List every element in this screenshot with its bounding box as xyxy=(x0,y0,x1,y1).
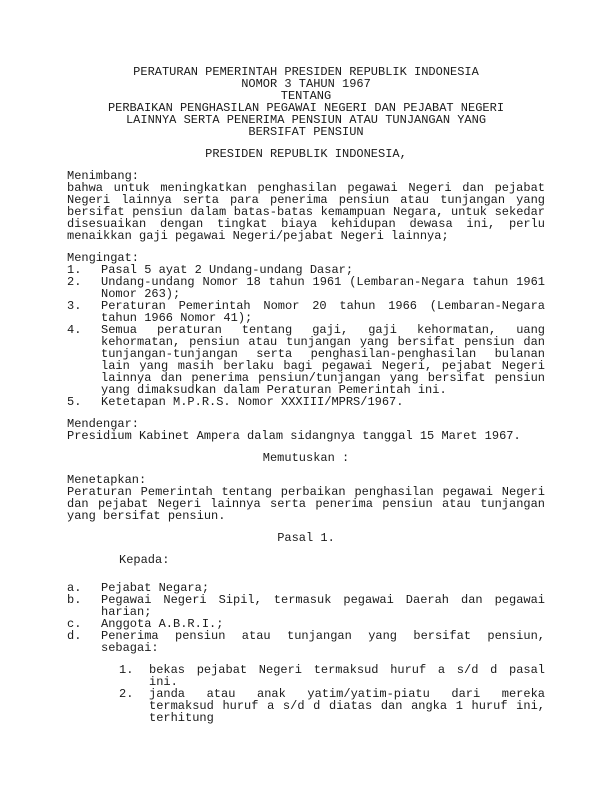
document-header xyxy=(67,66,545,160)
list-item-number: 1. xyxy=(67,263,82,277)
list-item-number: 4. xyxy=(67,323,82,337)
mendengar-label: Mendengar: xyxy=(67,417,140,431)
memutuskan-heading: Memutuskan : xyxy=(262,451,350,465)
list-item-text: Semua peraturan tentang gaji, gaji kehormatan, uang kehormatan, pensiun atau tunjangan yang bersifat pensiun dan tunjangan-tunjangan serta penghasilan-penghasilan bulanan lain yang masih berlaku bagi pegawai Negeri, pejabat Negeri lainnya dan penerima pensiun/tunjangan yang bersifat pensiun yang dimaksudkan dalam Peraturan Pemerintah ini. xyxy=(101,323,545,397)
list-item-text: Undang-undang Nomor 18 tahun 1961 (Lembaran-Negara tahun 1961 Nomor 263); xyxy=(101,275,545,301)
sublist-item xyxy=(119,664,545,688)
issuer-line: PRESIDEN REPUBLIK INDONESIA, xyxy=(205,147,407,161)
list-item xyxy=(67,396,545,408)
section-mengingat xyxy=(67,252,545,408)
list-item xyxy=(67,630,545,654)
list-item-number: 5. xyxy=(67,395,82,409)
pasal-1-heading: Pasal 1. xyxy=(277,531,335,545)
section-menetapkan xyxy=(67,474,545,522)
doc-title-line-2: NOMOR 3 TAHUN 1967 xyxy=(241,77,371,91)
pasal-1-sublist xyxy=(119,664,545,724)
sublist-item-number: 2. xyxy=(119,687,134,701)
menimbang-label: Menimbang: xyxy=(67,169,140,183)
list-item-letter: a. xyxy=(67,581,82,595)
list-item-text: Pegawai Negeri Sipil, termasuk pegawai Daerah dan pegawai harian; xyxy=(101,593,545,619)
list-item-letter: b. xyxy=(67,593,82,607)
doc-title-line-5: LAINNYA SERTA PENERIMA PENSIUN ATAU TUNJANGAN YANG xyxy=(125,113,487,127)
doc-title-line-3: TENTANG xyxy=(280,89,332,103)
mendengar-body: Presidium Kabinet Ampera dalam sidangnya tanggal 15 Maret 1967. xyxy=(67,429,521,443)
list-item xyxy=(67,300,545,324)
mengingat-label: Mengingat: xyxy=(67,251,140,265)
pasal-1-intro: Kepada: xyxy=(119,553,170,567)
list-item-text: Pejabat Negara; xyxy=(101,581,210,595)
sublist-item-number: 1. xyxy=(119,663,134,677)
section-mendengar xyxy=(67,418,545,442)
menetapkan-body: Peraturan Pemerintah tentang perbaikan penghasilan pegawai Negeri dan pejabat Negeri lainnya serta penerima pensiun atau tunjangan yang bersifat pensiun. xyxy=(67,485,545,523)
sublist-item-text: janda atau anak yatim/yatim-piatu dari mereka termaksud huruf a s/d d diatas dan angka 1 huruf ini, terhitung xyxy=(149,687,545,725)
list-item-text: Ketetapan M.P.R.S. Nomor XXXIII/MPRS/1967. xyxy=(101,395,404,409)
sublist-item xyxy=(119,688,545,724)
list-item-text: Pasal 5 ayat 2 Undang-undang Dasar; xyxy=(101,263,354,277)
doc-title-line-4: PERBAIKAN PENGHASILAN PEGAWAI NEGERI DAN PEJABAT NEGERI xyxy=(107,101,505,115)
section-menimbang xyxy=(67,170,545,242)
list-item-number: 2. xyxy=(67,275,82,289)
doc-title-line-1: PERATURAN PEMERINTAH PRESIDEN REPUBLIK INDONESIA xyxy=(133,65,479,79)
list-item xyxy=(67,324,545,396)
list-item-text: Anggota A.B.R.I.; xyxy=(101,617,224,631)
list-item-letter: d. xyxy=(67,629,82,643)
menimbang-body: bahwa untuk meningkatkan penghasilan pegawai Negeri dan pejabat Negeri lainnya serta para penerima pensiun atau tunjangan yang bersifat pensiun dalam batas-batas kemampuan Negara, untuk sekedar disesuaikan dengan tingkat biaya kehidupan dewasa ini, perlu menaikkan gaji pegawai Negeri/pejabat Negeri lainnya; xyxy=(67,181,545,243)
list-item-letter: c. xyxy=(67,617,82,631)
menetapkan-label: Menetapkan: xyxy=(67,473,147,487)
list-item xyxy=(67,594,545,618)
list-item-text: Penerima pensiun atau tunjangan yang bersifat pensiun, sebagai: xyxy=(101,629,545,655)
list-item-number: 3. xyxy=(67,299,82,313)
doc-title-line-6: BERSIFAT PENSIUN xyxy=(248,125,364,139)
list-item-text: Peraturan Pemerintah Nomor 20 tahun 1966 (Lembaran-Negara tahun 1966 Nomor 41); xyxy=(101,299,545,325)
sublist-item-text: bekas pejabat Negeri termaksud huruf a s/d d pasal ini. xyxy=(149,663,545,689)
pasal-1-list xyxy=(67,582,545,724)
list-item xyxy=(67,276,545,300)
